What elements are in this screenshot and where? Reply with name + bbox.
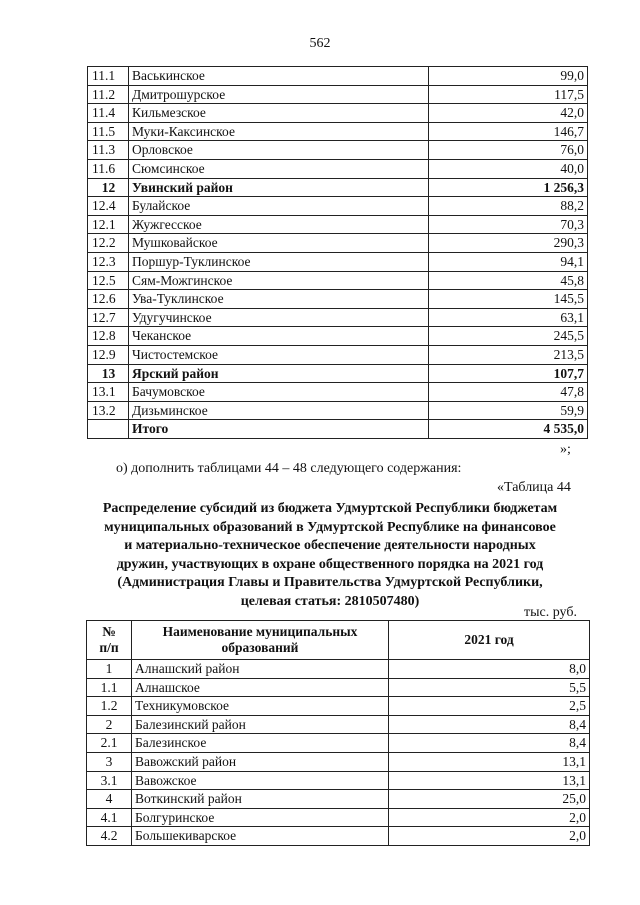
row-name: Сюмсинское [129, 159, 429, 178]
row-number: 13.2 [88, 401, 129, 420]
row-number: 1.2 [87, 697, 132, 716]
row-number: 12.5 [88, 271, 129, 290]
row-value: 290,3 [429, 234, 588, 253]
row-number: 1.1 [87, 678, 132, 697]
row-number: 11.3 [88, 141, 129, 160]
row-number: 4 [87, 790, 132, 809]
table-row [88, 104, 588, 123]
row-name: Ува-Туклинское [129, 290, 429, 309]
row-name: Вавожское [132, 771, 389, 790]
row-number: 12 [88, 178, 129, 197]
table-row [88, 178, 588, 197]
row-value: 107,7 [429, 364, 588, 383]
row-number: 4.1 [87, 808, 132, 827]
row-name: Большекиварское [132, 827, 389, 846]
amendment-text: о) дополнить таблицами 44 – 48 следующего содержания: [116, 461, 462, 476]
row-value: 2,0 [389, 827, 590, 846]
table-row [88, 141, 588, 160]
table-row [88, 252, 588, 271]
title-line: дружин, участвующих в охране общественного порядка на 2021 год [116, 556, 544, 572]
table-reference: «Таблица 44 [497, 480, 571, 495]
row-value: 213,5 [429, 345, 588, 364]
row-value: 99,0 [429, 67, 588, 86]
table-row [88, 215, 588, 234]
row-name: Увинский район [129, 178, 429, 197]
row-name: Дизьминское [129, 401, 429, 420]
row-name: Балезинский район [132, 715, 389, 734]
row-value: 70,3 [429, 215, 588, 234]
row-name: Техникумовское [132, 697, 389, 716]
header-year: 2021 год [389, 621, 590, 660]
table-row [87, 734, 590, 753]
table-row [88, 364, 588, 383]
row-name: Васькинское [129, 67, 429, 86]
unit-label: тыс. руб. [524, 605, 577, 620]
table-row [88, 67, 588, 86]
row-name: Вавожский район [132, 752, 389, 771]
row-value: 76,0 [429, 141, 588, 160]
table-row [87, 697, 590, 716]
table-row [88, 383, 588, 402]
row-number: 11.6 [88, 159, 129, 178]
table-header-row [87, 621, 590, 660]
row-number [88, 420, 129, 439]
row-number: 12.6 [88, 290, 129, 309]
row-number: 11.4 [88, 104, 129, 123]
row-value: 13,1 [389, 752, 590, 771]
row-number: 12.8 [88, 327, 129, 346]
row-name: Воткинский район [132, 790, 389, 809]
row-value: 2,5 [389, 697, 590, 716]
row-name: Чистостемское [129, 345, 429, 364]
row-value: 40,0 [429, 159, 588, 178]
row-name: Алнашский район [132, 660, 389, 679]
title-line: Распределение субсидий из бюджета Удмуртской Республики бюджетам [102, 501, 558, 516]
row-number: 12.7 [88, 308, 129, 327]
row-number: 11.5 [88, 122, 129, 141]
table-row [88, 308, 588, 327]
row-number: 11.2 [88, 85, 129, 104]
row-number: 2.1 [87, 734, 132, 753]
row-number: 2 [87, 715, 132, 734]
title-line: муниципальных образований в Удмуртской Республике на финансовое [104, 519, 556, 535]
row-value: 94,1 [429, 252, 588, 271]
table-row [88, 197, 588, 216]
row-value: 5,5 [389, 678, 590, 697]
row-name: Муки-Каксинское [129, 122, 429, 141]
row-value: 4 535,0 [429, 420, 588, 439]
row-number: 3.1 [87, 771, 132, 790]
title-line: целевая статья: 2810507480) [240, 593, 420, 609]
row-name: Жужгесское [129, 215, 429, 234]
title-line: (Администрация Главы и Правительства Удмуртской Республики, [117, 575, 543, 590]
table-row [88, 85, 588, 104]
row-value: 8,0 [389, 660, 590, 679]
table-row [87, 827, 590, 846]
table-row [88, 290, 588, 309]
row-number: 12.4 [88, 197, 129, 216]
row-number: 12.9 [88, 345, 129, 364]
row-value: 145,5 [429, 290, 588, 309]
table-row [88, 234, 588, 253]
table-row [87, 771, 590, 790]
table-row [88, 420, 588, 439]
row-value: 59,9 [429, 401, 588, 420]
table-row [87, 808, 590, 827]
subsidy-table-continued [87, 66, 588, 439]
row-value: 88,2 [429, 197, 588, 216]
row-name: Булайское [129, 197, 429, 216]
row-number: 12.1 [88, 215, 129, 234]
closing-quote: »; [560, 442, 571, 457]
row-name: Ярский район [129, 364, 429, 383]
row-name: Удугучинское [129, 308, 429, 327]
row-value: 8,4 [389, 715, 590, 734]
row-name: Алнашское [132, 678, 389, 697]
row-name: Кильмезское [129, 104, 429, 123]
table-row [87, 715, 590, 734]
table-row [87, 752, 590, 771]
row-value: 45,8 [429, 271, 588, 290]
table-row [87, 678, 590, 697]
subsidy-table-44 [86, 620, 590, 846]
row-value: 63,1 [429, 308, 588, 327]
row-name: Дмитрошурское [129, 85, 429, 104]
table-row [88, 345, 588, 364]
row-name: Болгуринское [132, 808, 389, 827]
row-value: 47,8 [429, 383, 588, 402]
header-name-line: Наименование муниципальных [162, 624, 358, 639]
header-num-line: п/п [99, 640, 119, 655]
table-row [88, 159, 588, 178]
table-row [88, 327, 588, 346]
row-value: 245,5 [429, 327, 588, 346]
row-value: 42,0 [429, 104, 588, 123]
header-num [87, 621, 132, 660]
table-row [88, 401, 588, 420]
page-number: 562 [309, 36, 331, 51]
row-name: Мушковайское [129, 234, 429, 253]
table-row [87, 660, 590, 679]
row-name: Чеканское [129, 327, 429, 346]
row-name: Сям-Можгинское [129, 271, 429, 290]
row-number: 13 [88, 364, 129, 383]
title-line: и материально-техническое обеспечение деятельности народных [124, 538, 536, 553]
row-number: 12.2 [88, 234, 129, 253]
header-num-line: № [102, 624, 116, 639]
table-row [87, 790, 590, 809]
row-name: Итого [129, 420, 429, 439]
row-name: Орловское [129, 141, 429, 160]
table-title [60, 500, 600, 611]
header-name [132, 621, 389, 660]
table-row [88, 271, 588, 290]
row-number: 13.1 [88, 383, 129, 402]
table-row [88, 122, 588, 141]
row-name: Балезинское [132, 734, 389, 753]
row-value: 8,4 [389, 734, 590, 753]
header-name-line: образований [221, 640, 299, 655]
row-value: 1 256,3 [429, 178, 588, 197]
row-number: 11.1 [88, 67, 129, 86]
row-value: 117,5 [429, 85, 588, 104]
row-value: 25,0 [389, 790, 590, 809]
row-number: 12.3 [88, 252, 129, 271]
row-value: 2,0 [389, 808, 590, 827]
row-name: Бачумовское [129, 383, 429, 402]
row-number: 1 [87, 660, 132, 679]
row-number: 4.2 [87, 827, 132, 846]
row-name: Поршур-Туклинское [129, 252, 429, 271]
row-value: 146,7 [429, 122, 588, 141]
row-number: 3 [87, 752, 132, 771]
row-value: 13,1 [389, 771, 590, 790]
